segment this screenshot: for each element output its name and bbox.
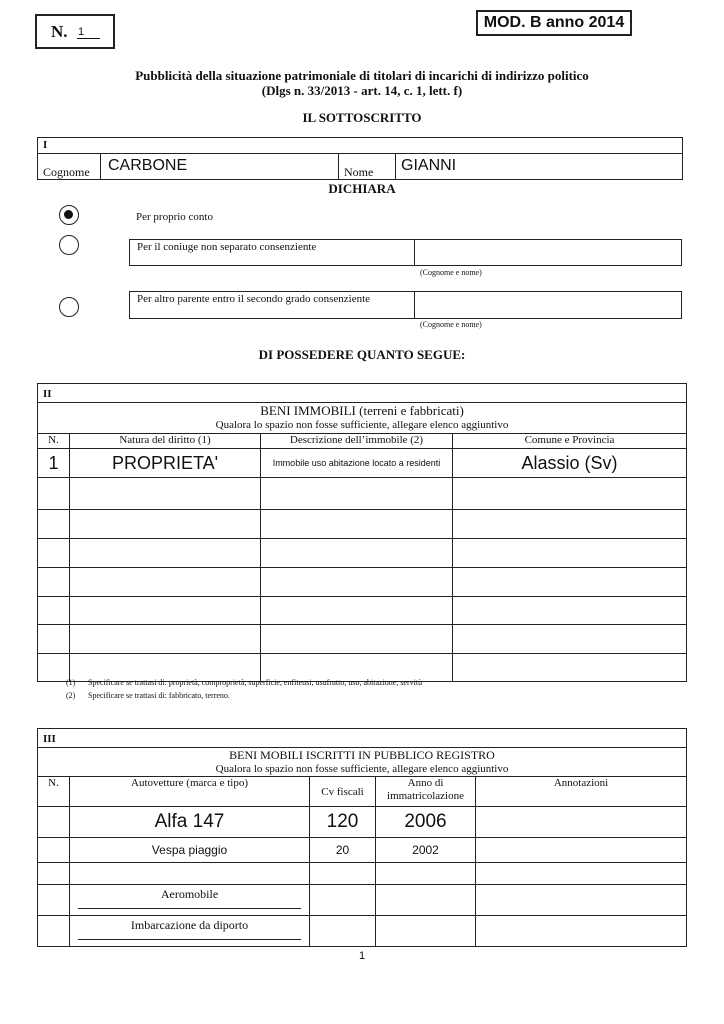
row-cv[interactable]: 120 xyxy=(310,807,376,838)
option-relative-label: Per altro parente entro il secondo grado consenziente xyxy=(137,293,371,305)
row-number[interactable]: 1 xyxy=(38,449,70,478)
row-number[interactable] xyxy=(38,625,70,654)
col-description: Descrizione dell’immobile (2) xyxy=(261,434,453,449)
row-number[interactable] xyxy=(38,863,70,885)
declare-title: DICHIARA xyxy=(328,181,396,196)
row-year[interactable] xyxy=(376,885,476,916)
aircraft-label: Aeromobile xyxy=(160,887,219,901)
selected-dot-icon xyxy=(64,210,73,219)
row-car-model[interactable]: Alfa 147 xyxy=(70,807,310,838)
row-description[interactable] xyxy=(261,510,453,539)
table-row xyxy=(38,885,687,916)
row-number[interactable] xyxy=(38,510,70,539)
footnote-1-num: (1) xyxy=(66,678,76,687)
row-cv[interactable]: 20 xyxy=(310,838,376,863)
col-n: N. xyxy=(38,777,70,807)
table-row xyxy=(38,478,687,510)
table-row xyxy=(38,568,687,597)
surname-label: Cognome xyxy=(43,165,90,179)
section3-title: BENI MOBILI ISCRITTI IN PUBBLICO REGISTRO xyxy=(229,748,495,762)
row-number[interactable] xyxy=(38,568,70,597)
col-municipality: Comune e Provincia xyxy=(453,434,687,449)
row-year[interactable]: 2002 xyxy=(376,838,476,863)
section1-divider xyxy=(37,153,683,154)
surname-divider xyxy=(100,153,101,180)
row-notes[interactable] xyxy=(476,838,687,863)
row-right-nature[interactable] xyxy=(70,625,261,654)
option-relative-name-input[interactable] xyxy=(416,293,680,317)
row-notes[interactable] xyxy=(476,885,687,916)
section3-code: III xyxy=(43,733,56,745)
boat-line xyxy=(78,939,301,940)
vehicles-table xyxy=(37,728,687,947)
surname-value[interactable]: CARBONE xyxy=(108,157,188,174)
real-estate-table xyxy=(37,383,687,682)
row-municipality[interactable] xyxy=(453,478,687,510)
option-relative-radio[interactable] xyxy=(59,297,79,317)
boat-cell[interactable] xyxy=(70,916,310,947)
row-description[interactable]: Immobile uso abitazione locato a residenti xyxy=(261,449,453,478)
col-n: N. xyxy=(38,434,70,449)
row-right-nature[interactable] xyxy=(70,568,261,597)
section3-note: Qualora lo spazio non fosse sufficiente, allegare elenco aggiuntivo xyxy=(215,763,509,775)
subtitle: IL SOTTOSCRITTO xyxy=(302,110,422,125)
row-number[interactable] xyxy=(38,916,70,947)
option-spouse-radio[interactable] xyxy=(59,235,79,255)
section2-code: II xyxy=(43,388,52,400)
option-spouse-hint: (Cognome e nome) xyxy=(420,268,482,277)
row-number[interactable] xyxy=(38,807,70,838)
footnote-1 xyxy=(66,678,422,687)
row-right-nature[interactable] xyxy=(70,510,261,539)
footnote-1-text: Specificare se trattasi di: proprietà, comproprietà, superficie, enfiteusi, usufrutto, uso, abitazione, servitù xyxy=(88,678,423,687)
aircraft-cell[interactable] xyxy=(70,885,310,916)
form-title-line2: (Dlgs n. 33/2013 - art. 14, c. 1, lett. f) xyxy=(261,83,463,98)
row-right-nature[interactable]: PROPRIETA' xyxy=(70,449,261,478)
col-year-line1: Anno di xyxy=(407,777,444,789)
option-spouse-label: Per il coniuge non separato consenziente xyxy=(137,241,317,253)
aircraft-line xyxy=(78,908,301,909)
name-divider xyxy=(395,153,396,180)
row-municipality[interactable] xyxy=(453,654,687,682)
section2-note: Qualora lo spazio non fosse sufficiente, allegare elenco aggiuntivo xyxy=(215,419,509,431)
row-number[interactable] xyxy=(38,654,70,682)
option-own-label: Per proprio conto xyxy=(136,211,213,223)
boat-label: Imbarcazione da diporto xyxy=(130,918,249,932)
row-cv[interactable] xyxy=(310,916,376,947)
option-own-radio[interactable] xyxy=(59,205,79,225)
row-description[interactable] xyxy=(261,597,453,625)
row-notes[interactable] xyxy=(476,916,687,947)
footnote-2-text: Specificare se trattasi di: fabbricato, terreno. xyxy=(88,691,230,700)
name-label: Nome xyxy=(344,165,374,179)
row-municipality[interactable] xyxy=(453,597,687,625)
possess-title: DI POSSEDERE QUANTO SEGUE: xyxy=(258,347,466,362)
row-municipality[interactable] xyxy=(453,539,687,568)
section2-title: BENI IMMOBILI (terreni e fabbricati) xyxy=(260,403,464,418)
row-description[interactable] xyxy=(261,539,453,568)
row-car-model[interactable]: Vespa piaggio xyxy=(70,838,310,863)
row-municipality[interactable] xyxy=(453,510,687,539)
row-cv[interactable] xyxy=(310,863,376,885)
row-number[interactable] xyxy=(38,539,70,568)
name-left-divider xyxy=(338,153,339,180)
table-row xyxy=(38,863,687,885)
col-notes: Annotazioni xyxy=(476,777,687,807)
row-description[interactable] xyxy=(261,625,453,654)
row-municipality[interactable] xyxy=(453,625,687,654)
row-right-nature[interactable] xyxy=(70,478,261,510)
row-number[interactable] xyxy=(38,885,70,916)
col-right-nature: Natura del diritto (1) xyxy=(70,434,261,449)
option-spouse-divider xyxy=(414,239,415,266)
row-municipality[interactable]: Alassio (Sv) xyxy=(453,449,687,478)
row-number[interactable] xyxy=(38,597,70,625)
table-row xyxy=(38,916,687,947)
form-title-line1: Pubblicità della situazione patrimoniale di titolari di incarichi di indirizzo politico xyxy=(135,68,589,83)
col-cv: Cv fiscali xyxy=(310,777,376,807)
row-car-model[interactable] xyxy=(70,863,310,885)
table-row xyxy=(38,597,687,625)
col-year-line2: immatricolazione xyxy=(387,790,464,802)
model-badge: MOD. B anno 2014 xyxy=(476,10,632,36)
option-spouse-name-input[interactable] xyxy=(416,241,680,264)
row-year[interactable] xyxy=(376,863,476,885)
row-year[interactable] xyxy=(376,916,476,947)
row-number[interactable] xyxy=(38,478,70,510)
table-row xyxy=(38,807,687,838)
row-description[interactable] xyxy=(261,478,453,510)
number-value: 1 xyxy=(77,26,100,39)
row-municipality[interactable] xyxy=(453,568,687,597)
name-value[interactable]: GIANNI xyxy=(401,157,457,174)
number-label: N. xyxy=(51,22,68,41)
row-notes[interactable] xyxy=(476,807,687,838)
footnote-2-num: (2) xyxy=(66,691,76,700)
row-year[interactable]: 2006 xyxy=(376,807,476,838)
footnote-2 xyxy=(66,691,230,700)
row-notes[interactable] xyxy=(476,863,687,885)
table-row xyxy=(38,449,687,478)
option-relative-divider xyxy=(414,291,415,319)
table-row xyxy=(38,625,687,654)
row-description[interactable] xyxy=(261,568,453,597)
row-right-nature[interactable] xyxy=(70,539,261,568)
col-car-model: Autovetture (marca e tipo) xyxy=(70,777,310,807)
row-number[interactable] xyxy=(38,838,70,863)
section1-code: I xyxy=(43,139,48,151)
table-row xyxy=(38,510,687,539)
col-year xyxy=(376,777,476,807)
table-row xyxy=(38,838,687,863)
option-relative-hint: (Cognome e nome) xyxy=(420,320,482,329)
table-row xyxy=(38,539,687,568)
number-box xyxy=(35,14,115,49)
row-cv[interactable] xyxy=(310,885,376,916)
page-number: 1 xyxy=(358,950,366,962)
row-right-nature[interactable] xyxy=(70,597,261,625)
